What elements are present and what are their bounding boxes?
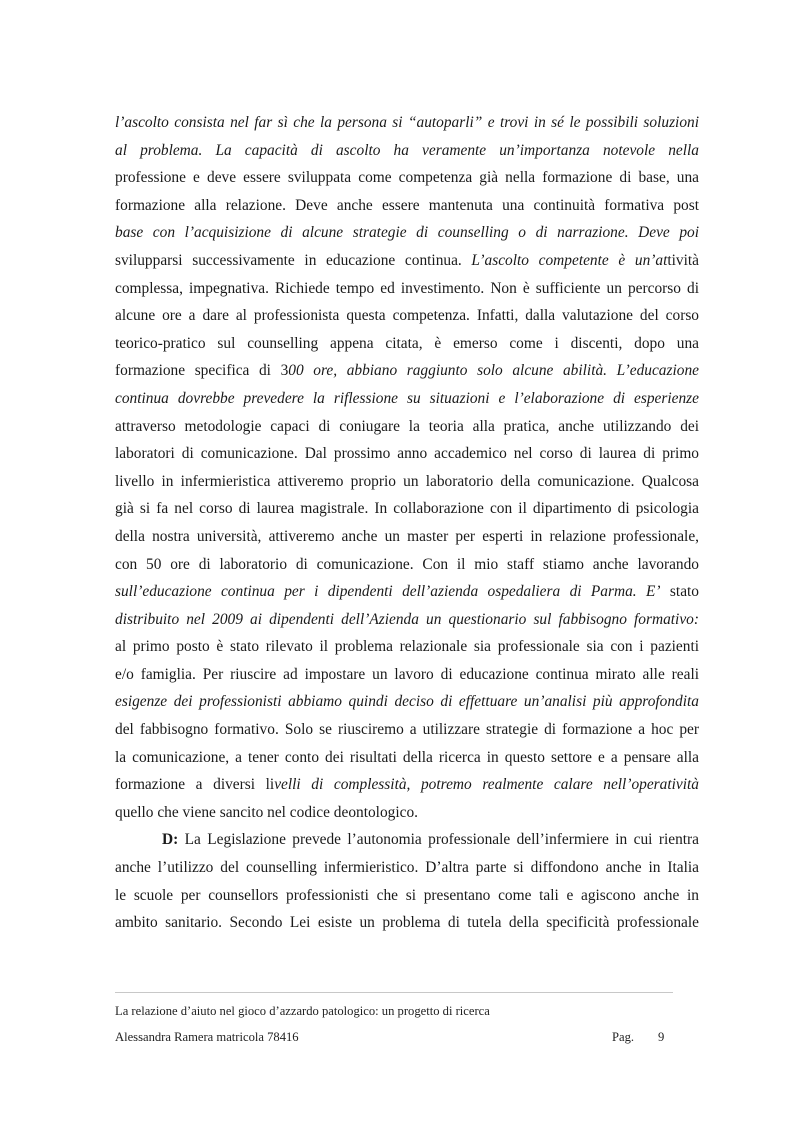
text-line (115, 192, 699, 220)
text-line (115, 633, 699, 661)
page-label: Pag. (612, 1030, 635, 1044)
text-segment: La Legislazione prevede l’autonomia professionale dell’infermiere in cui rientra (178, 831, 699, 849)
text-segment: al primo posto è stato rilevato il problema relazionale sia professionale sia con i pazienti (115, 638, 699, 656)
text-line (115, 219, 699, 247)
text-segment: L’ascolto competente è un’at (471, 251, 668, 269)
text-segment: l’ascolto consista nel far sì che la persona si “autoparli” e trovi in sé le possibili soluzioni (115, 114, 699, 131)
page-number: 9 (658, 1030, 665, 1044)
text-line (115, 109, 699, 137)
text-segment: con 50 ore di laboratorio di comunicazione. Con il mio staff stiamo anche lavorando (115, 555, 699, 573)
footer-divider (115, 992, 673, 993)
text-line (115, 385, 699, 413)
text-line (115, 247, 699, 275)
text-segment: della nostra università, attiveremo anche un master per esperti in relazione professionale, (115, 527, 699, 545)
text-segment: del fabbisogno formativo. Solo se riusciremo a utilizzare strategie di formazione a hoc per (115, 721, 699, 739)
text-line (115, 440, 699, 468)
text-line (115, 330, 699, 358)
text-segment: formazione alla relazione. Deve anche essere mantenuta una continuità formativa post (115, 196, 699, 214)
text-segment: anche l’utilizzo del counselling infermieristico. D’altra parte si diffondono anche in Italia (115, 859, 699, 877)
text-segment: 00 ore, abbiano raggiunto solo alcune abilità. L’educazione (288, 362, 699, 380)
text-line (115, 854, 699, 882)
text-segment: alcune ore a dare al professionista questa competenza. Infatti, dalla valutazione del corso (115, 307, 699, 325)
text-segment: la comunicazione, a tener conto dei risultati della ricerca in questo settore e a pensare alla (115, 748, 699, 766)
text-line (115, 909, 699, 937)
text-segment: complessa, impegnativa. Richiede tempo ed investimento. Non è sufficiente un percorso di (115, 279, 699, 297)
footer-author: Alessandra Ramera matricola 78416 (115, 1030, 299, 1044)
footer-page-indicator (612, 1029, 664, 1045)
text-segment: distribuito nel 2009 ai dipendenti dell’Azienda un questionario sul fabbisogno formativo: (115, 610, 699, 628)
text-segment: professione e deve essere sviluppata come competenza già nella formazione di base, una (115, 169, 699, 187)
text-segment: formazione specifica di 3 (115, 362, 289, 380)
text-segment: continua dovrebbe prevedere la riflessione su situazioni e l’elaborazione di esperienze (115, 389, 699, 407)
text-line (115, 688, 699, 716)
text-segment: ambito sanitario. Secondo Lei esiste un problema di tutela della specificità professionale (115, 914, 699, 932)
text-segment: velli di complessità, potremo realmente calare nell’operatività (274, 776, 699, 794)
text-line (115, 744, 699, 772)
footer-thesis-title: La relazione d’aiuto nel gioco d’azzardo patologico: un progetto di ricerca (115, 1004, 490, 1018)
text-line (115, 551, 699, 579)
text-segment: formazione a diversi li (115, 776, 275, 794)
text-segment: teorico-pratico sul counselling appena citata, è emerso come i discenti, dopo una (115, 334, 699, 352)
text-line (115, 357, 699, 385)
text-segment: al problema. La capacità di ascolto ha veramente un’importanza notevole nella (115, 141, 699, 159)
text-segment: esigenze dei professionisti abbiamo quindi deciso di effettuare un’analisi più approfondita (115, 693, 699, 711)
text-segment: svilupparsi successivamente in educazione continua. (115, 251, 472, 269)
text-line (115, 137, 699, 165)
text-line (115, 523, 699, 551)
text-segment: tività (667, 251, 699, 269)
question-line (115, 826, 699, 854)
text-segment: e/o famiglia. Per riuscire ad impostare un lavoro di educazione continua mirato alle reali (115, 665, 699, 683)
text-segment: livello in infermieristica attiveremo proprio un laboratorio della comunicazione. Qualcosa (115, 472, 699, 490)
text-segment: base con l’acquisizione di alcune strategie di counselling o di narrazione. Deve poi (115, 224, 699, 242)
text-line (115, 771, 699, 799)
text-line (115, 413, 699, 441)
text-line (115, 468, 699, 496)
text-segment: stato (660, 583, 700, 601)
text-line (115, 882, 699, 910)
document-body (115, 109, 699, 937)
text-line (115, 799, 699, 827)
text-segment: quello che viene sancito nel codice deontologico. (115, 803, 419, 821)
text-segment: laboratori di comunicazione. Dal prossimo anno accademico nel corso di laurea di primo (115, 445, 699, 463)
text-line (115, 661, 699, 689)
text-line (115, 275, 699, 303)
text-line (115, 606, 699, 634)
text-segment: le scuole per counsellors professionisti che si presentano come tali e agiscono anche in (115, 886, 699, 904)
text-line (115, 302, 699, 330)
text-segment: già si fa nel corso di laurea magistrale. In collaborazione con il dipartimento di psicologia (115, 500, 699, 518)
text-segment: attraverso metodologie capaci di coniugare la teoria alla pratica, anche utilizzando dei (115, 417, 699, 435)
text-line (115, 578, 699, 606)
text-line (115, 495, 699, 523)
text-line (115, 164, 699, 192)
text-segment: D: (162, 831, 179, 849)
text-segment: sull’educazione continua per i dipendenti dell’azienda ospedaliera di Parma. E’ (115, 583, 661, 601)
text-line (115, 716, 699, 744)
